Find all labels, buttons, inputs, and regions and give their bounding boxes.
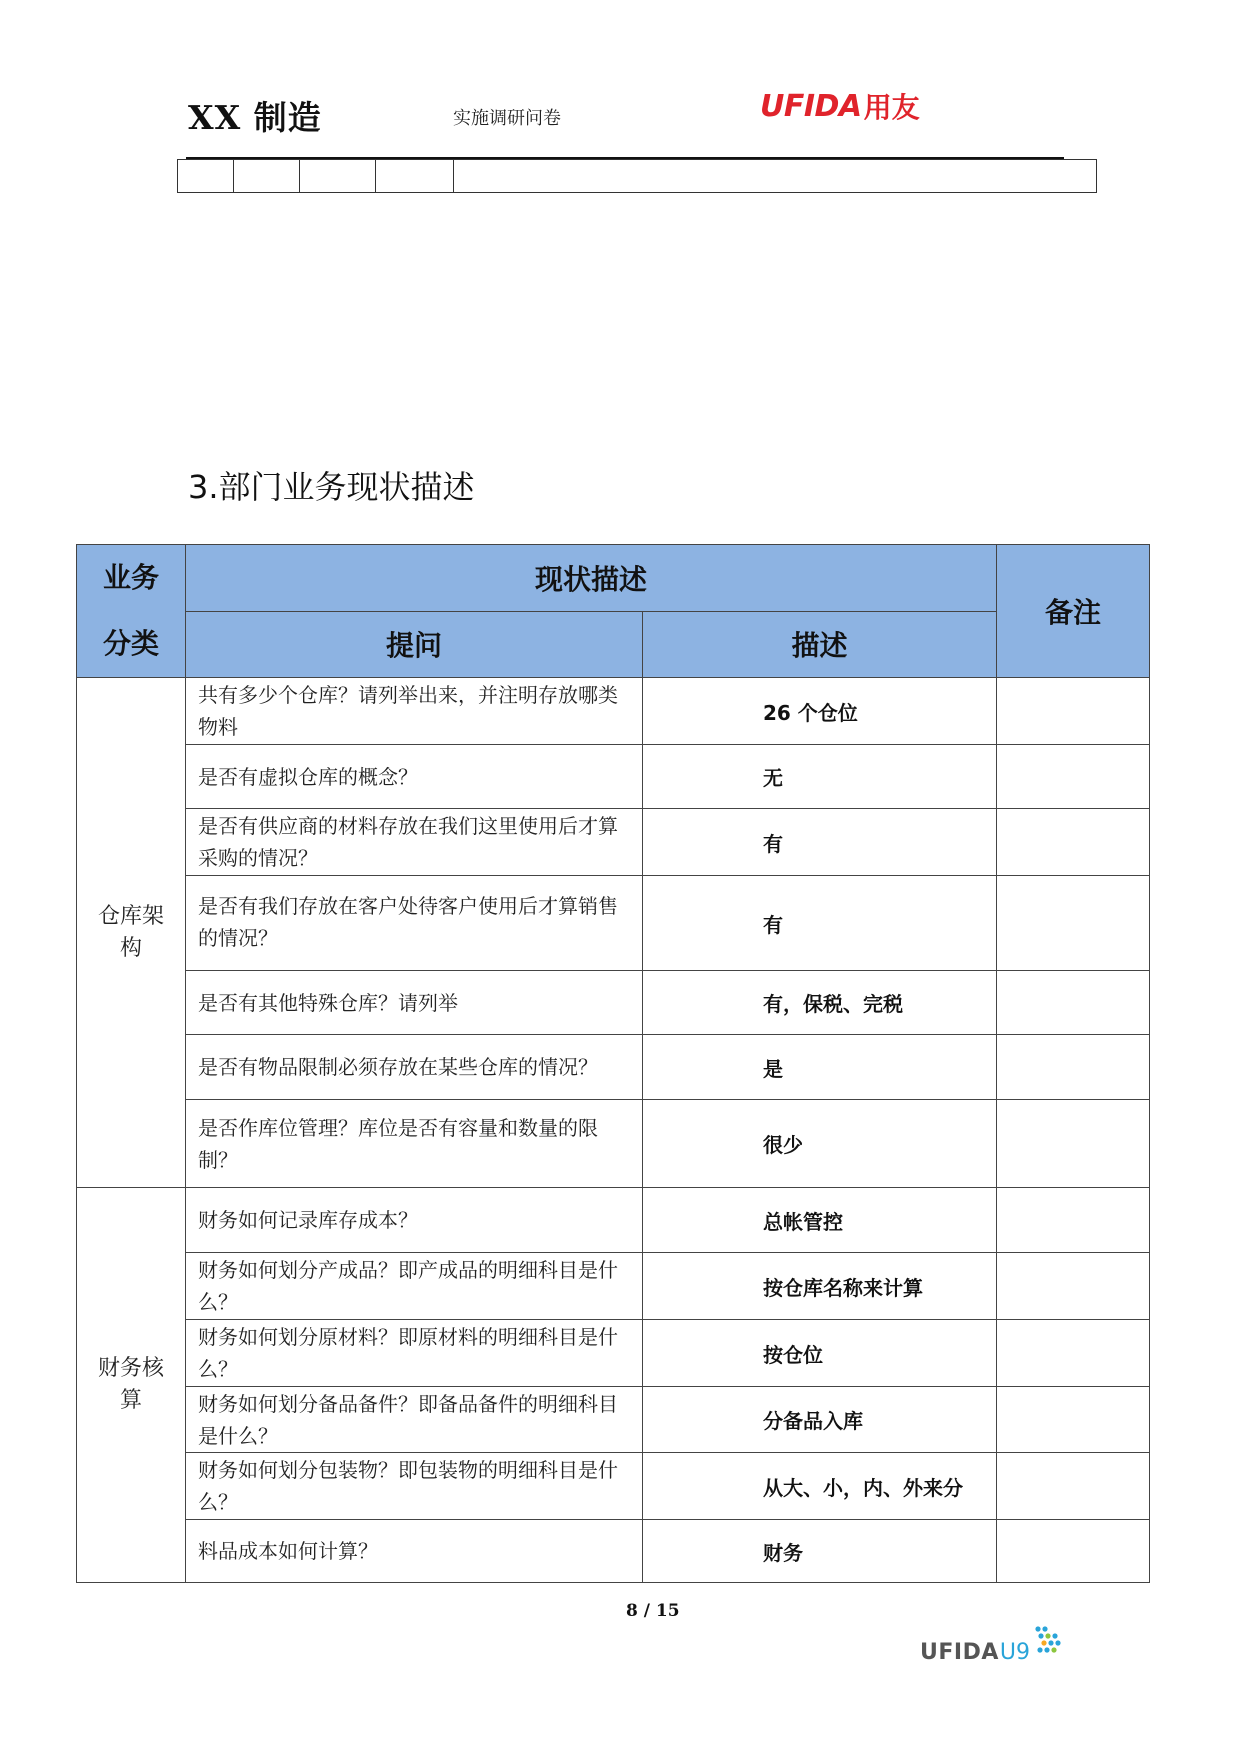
header-question: 提问 xyxy=(186,611,643,678)
table-row xyxy=(77,1387,1150,1453)
question-cell: 是否有虚拟仓库的概念？ xyxy=(186,745,643,809)
question-cell: 是否有其他特殊仓库？请列举 xyxy=(186,971,643,1035)
category-cell xyxy=(77,678,186,1188)
header-description: 描述 xyxy=(643,611,997,678)
answer-cell: 有 xyxy=(643,809,997,876)
answer-cell: 有，保税、完税 xyxy=(643,971,997,1035)
footer-logo-text: UFIDA xyxy=(920,1640,999,1665)
answer-cell: 分备品入库 xyxy=(643,1387,997,1453)
answer-cell: 无 xyxy=(643,745,997,809)
table-row xyxy=(77,1035,1150,1100)
table-row xyxy=(77,745,1150,809)
question-cell: 是否有物品限制必须存放在某些仓库的情况？ xyxy=(186,1035,643,1100)
remark-cell xyxy=(997,1188,1150,1253)
header-category-line2: 分类 xyxy=(102,627,159,660)
empty-cell xyxy=(454,160,1097,193)
table-row xyxy=(77,1100,1150,1188)
category-cell xyxy=(77,1188,186,1583)
question-cell: 是否有我们存放在客户处待客户使用后才算销售的情况？ xyxy=(186,876,643,971)
answer-cell: 按仓位 xyxy=(643,1320,997,1387)
table-row xyxy=(77,678,1150,745)
answer-cell: 按仓库名称来计算 xyxy=(643,1253,997,1320)
question-cell: 共有多少个仓库？请列举出来，并注明存放哪类物料 xyxy=(186,678,643,745)
ufida-u9-logo xyxy=(920,1625,1062,1665)
table-row xyxy=(77,1188,1150,1253)
empty-cell xyxy=(234,160,300,193)
remark-cell xyxy=(997,745,1150,809)
empty-cell xyxy=(376,160,454,193)
answer-cell: 26 个仓位 xyxy=(643,678,997,745)
table-row xyxy=(77,971,1150,1035)
logo-text-en: UFIDA xyxy=(760,88,862,124)
question-cell: 财务如何划分备品备件？即备品备件的明细科目是什么？ xyxy=(186,1387,643,1453)
category-label: 财务核算 xyxy=(97,1356,164,1413)
question-cell: 财务如何划分原材料？即原材料的明细科目是什么？ xyxy=(186,1320,643,1387)
section-heading: 3.部门业务现状描述 xyxy=(188,468,475,506)
answer-cell: 从大、小，内、外来分 xyxy=(643,1453,997,1520)
empty-cell xyxy=(300,160,376,193)
dots-icon xyxy=(1032,1625,1062,1659)
answer-cell: 是 xyxy=(643,1035,997,1100)
table-row xyxy=(77,876,1150,971)
answer-cell: 财务 xyxy=(643,1520,997,1583)
question-cell: 财务如何记录库存成本？ xyxy=(186,1188,643,1253)
company-name: XX 制造 xyxy=(188,98,322,137)
header-category xyxy=(77,545,186,678)
document-title: 实施调研问卷 xyxy=(453,108,561,129)
table-row xyxy=(77,1520,1150,1583)
table-row xyxy=(77,1320,1150,1387)
table-row xyxy=(77,1253,1150,1320)
remark-cell xyxy=(997,678,1150,745)
remark-cell xyxy=(997,971,1150,1035)
header-remark: 备注 xyxy=(997,545,1150,678)
footer-logo-u9: U9 xyxy=(999,1640,1030,1665)
header-status: 现状描述 xyxy=(186,545,997,612)
empty-cell xyxy=(178,160,234,193)
header-category-line1: 业务 xyxy=(102,561,159,594)
page-number: 8 / 15 xyxy=(626,1601,680,1621)
status-table xyxy=(76,544,1150,1583)
question-cell: 财务如何划分产成品？即产成品的明细科目是什么？ xyxy=(186,1253,643,1320)
remark-cell xyxy=(997,809,1150,876)
answer-cell: 有 xyxy=(643,876,997,971)
logo-text-cn: 用友 xyxy=(863,91,920,124)
question-cell: 是否作库位管理？库位是否有容量和数量的限制？ xyxy=(186,1100,643,1188)
answer-cell: 总帐管控 xyxy=(643,1188,997,1253)
table-row xyxy=(77,1453,1150,1520)
answer-cell: 很少 xyxy=(643,1100,997,1188)
ufida-logo xyxy=(760,86,920,126)
remark-cell xyxy=(997,1253,1150,1320)
category-label: 仓库架构 xyxy=(97,903,164,961)
question-cell: 财务如何划分包装物？即包装物的明细科目是什么？ xyxy=(186,1453,643,1520)
remark-cell xyxy=(997,1453,1150,1520)
question-cell: 料品成本如何计算？ xyxy=(186,1520,643,1583)
remark-cell xyxy=(997,1320,1150,1387)
question-cell: 是否有供应商的材料存放在我们这里使用后才算采购的情况？ xyxy=(186,809,643,876)
remark-cell xyxy=(997,1387,1150,1453)
remark-cell xyxy=(997,876,1150,971)
empty-header-table xyxy=(177,159,1097,193)
remark-cell xyxy=(997,1100,1150,1188)
remark-cell xyxy=(997,1035,1150,1100)
remark-cell xyxy=(997,1520,1150,1583)
table-row xyxy=(77,809,1150,876)
